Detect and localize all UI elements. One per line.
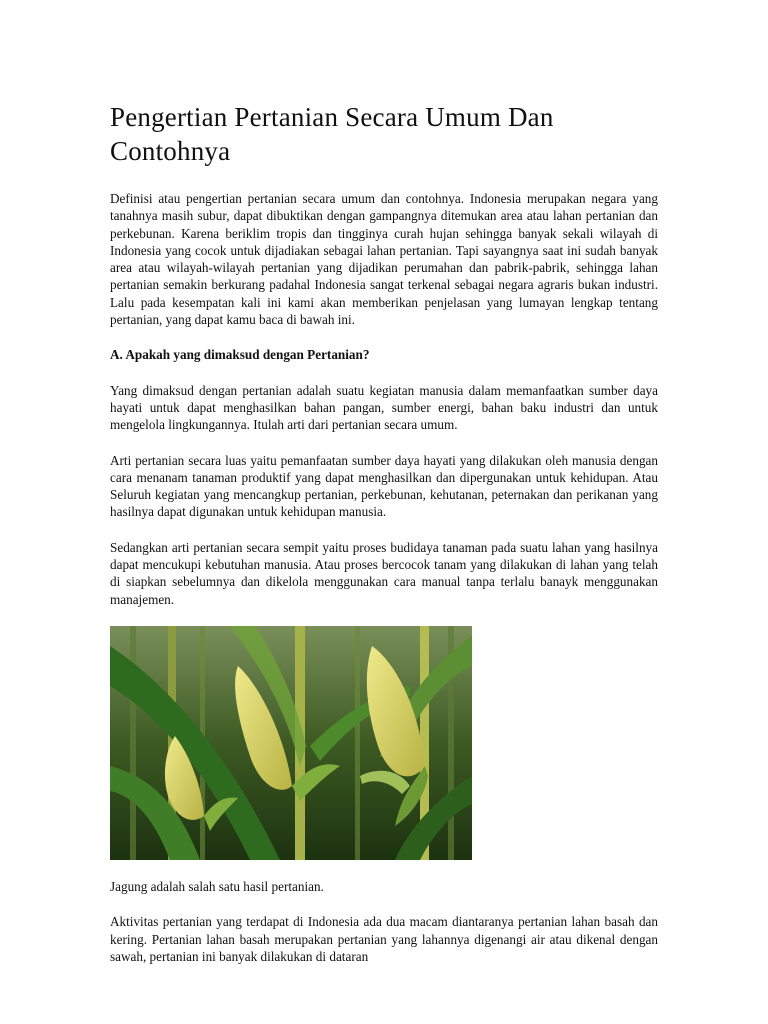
image-caption: Jagung adalah salah satu hasil pertanian. (110, 878, 324, 894)
article-title: Pengertian Pertanian Secara Umum Dan Contohnya (110, 102, 554, 166)
corn-plants-photo (110, 626, 472, 860)
section-a-heading: A. Apakah yang dimaksud dengan Pertanian? (110, 347, 370, 363)
paragraph-definition: Yang dimaksud dengan pertanian adalah suatu kegiatan manusia dalam memanfaatkan sumber daya hayati untuk dapat menghasilkan bahan pangan, sumber energi, bahan baku industri dan untuk mengelola lingkungannya. Itulah arti dari pertanian secara umum. (110, 382, 658, 433)
intro-paragraph: Definisi atau pengertian pertanian secara umum dan contohnya. Indonesia merupakan negara yang tanahnya masih subur, dapat dibuktikan dengan gampangnya ditemukan area atau lahan pertanian dan perkebunan. Karena beriklim tropis dan tingginya curah hujan sehingga banyak sekali wilayah di Indonesia yang cocok untuk dijadiakan sebagai lahan pertanian. Tapi sayangnya saat ini sudah banyak area atau wilayah-wilayah pertanian yang dijadikan perumahan dan pabrik-pabrik, sehingga lahan pertanian semakin berkurang padahal Indonesia sangat terkenal sebagai negara agraris bukan industri. Lalu pada kesempatan kali ini kami akan memberikan penjelasan yang lumayan lengkap tentang pertanian, yang dapat kamu baca di bawah ini. (110, 191, 658, 328)
paragraph-farming-activities: Aktivitas pertanian yang terdapat di Indonesia ada dua macam diantaranya pertanian lahan basah dan kering. Pertanian lahan basah merupakan pertanian yang lahannya digenangi air atau dikenal dengan sawah, pertanian ini banyak dilakukan di dataran (110, 914, 658, 964)
paragraph-broad-meaning: Arti pertanian secara luas yaitu pemanfaatan sumber daya hayati yang dilakukan oleh manusia dengan cara menanam tanaman produktif yang dapat menghasilkan dan dipergunakan untuk kehidupan. Atau Seluruh kegiatan yang mencangkup pertanian, perkebunan, kehutanan, peternakan dan perikanan yang hasilnya dapat digunakan untuk kehidupan manusia. (110, 452, 658, 520)
paragraph-narrow-meaning: Sedangkan arti pertanian secara sempit yaitu proses budidaya tanaman pada suatu lahan yang hasilnya dapat mencukupi kebutuhan manusia. Atau proses bercocok tanam yang dilakukan di lahan yang telah di siapkan sebelumnya dan dikelola menggunakan cara manual tanpa terlalu banayk menggunakan manajemen. (110, 539, 658, 607)
